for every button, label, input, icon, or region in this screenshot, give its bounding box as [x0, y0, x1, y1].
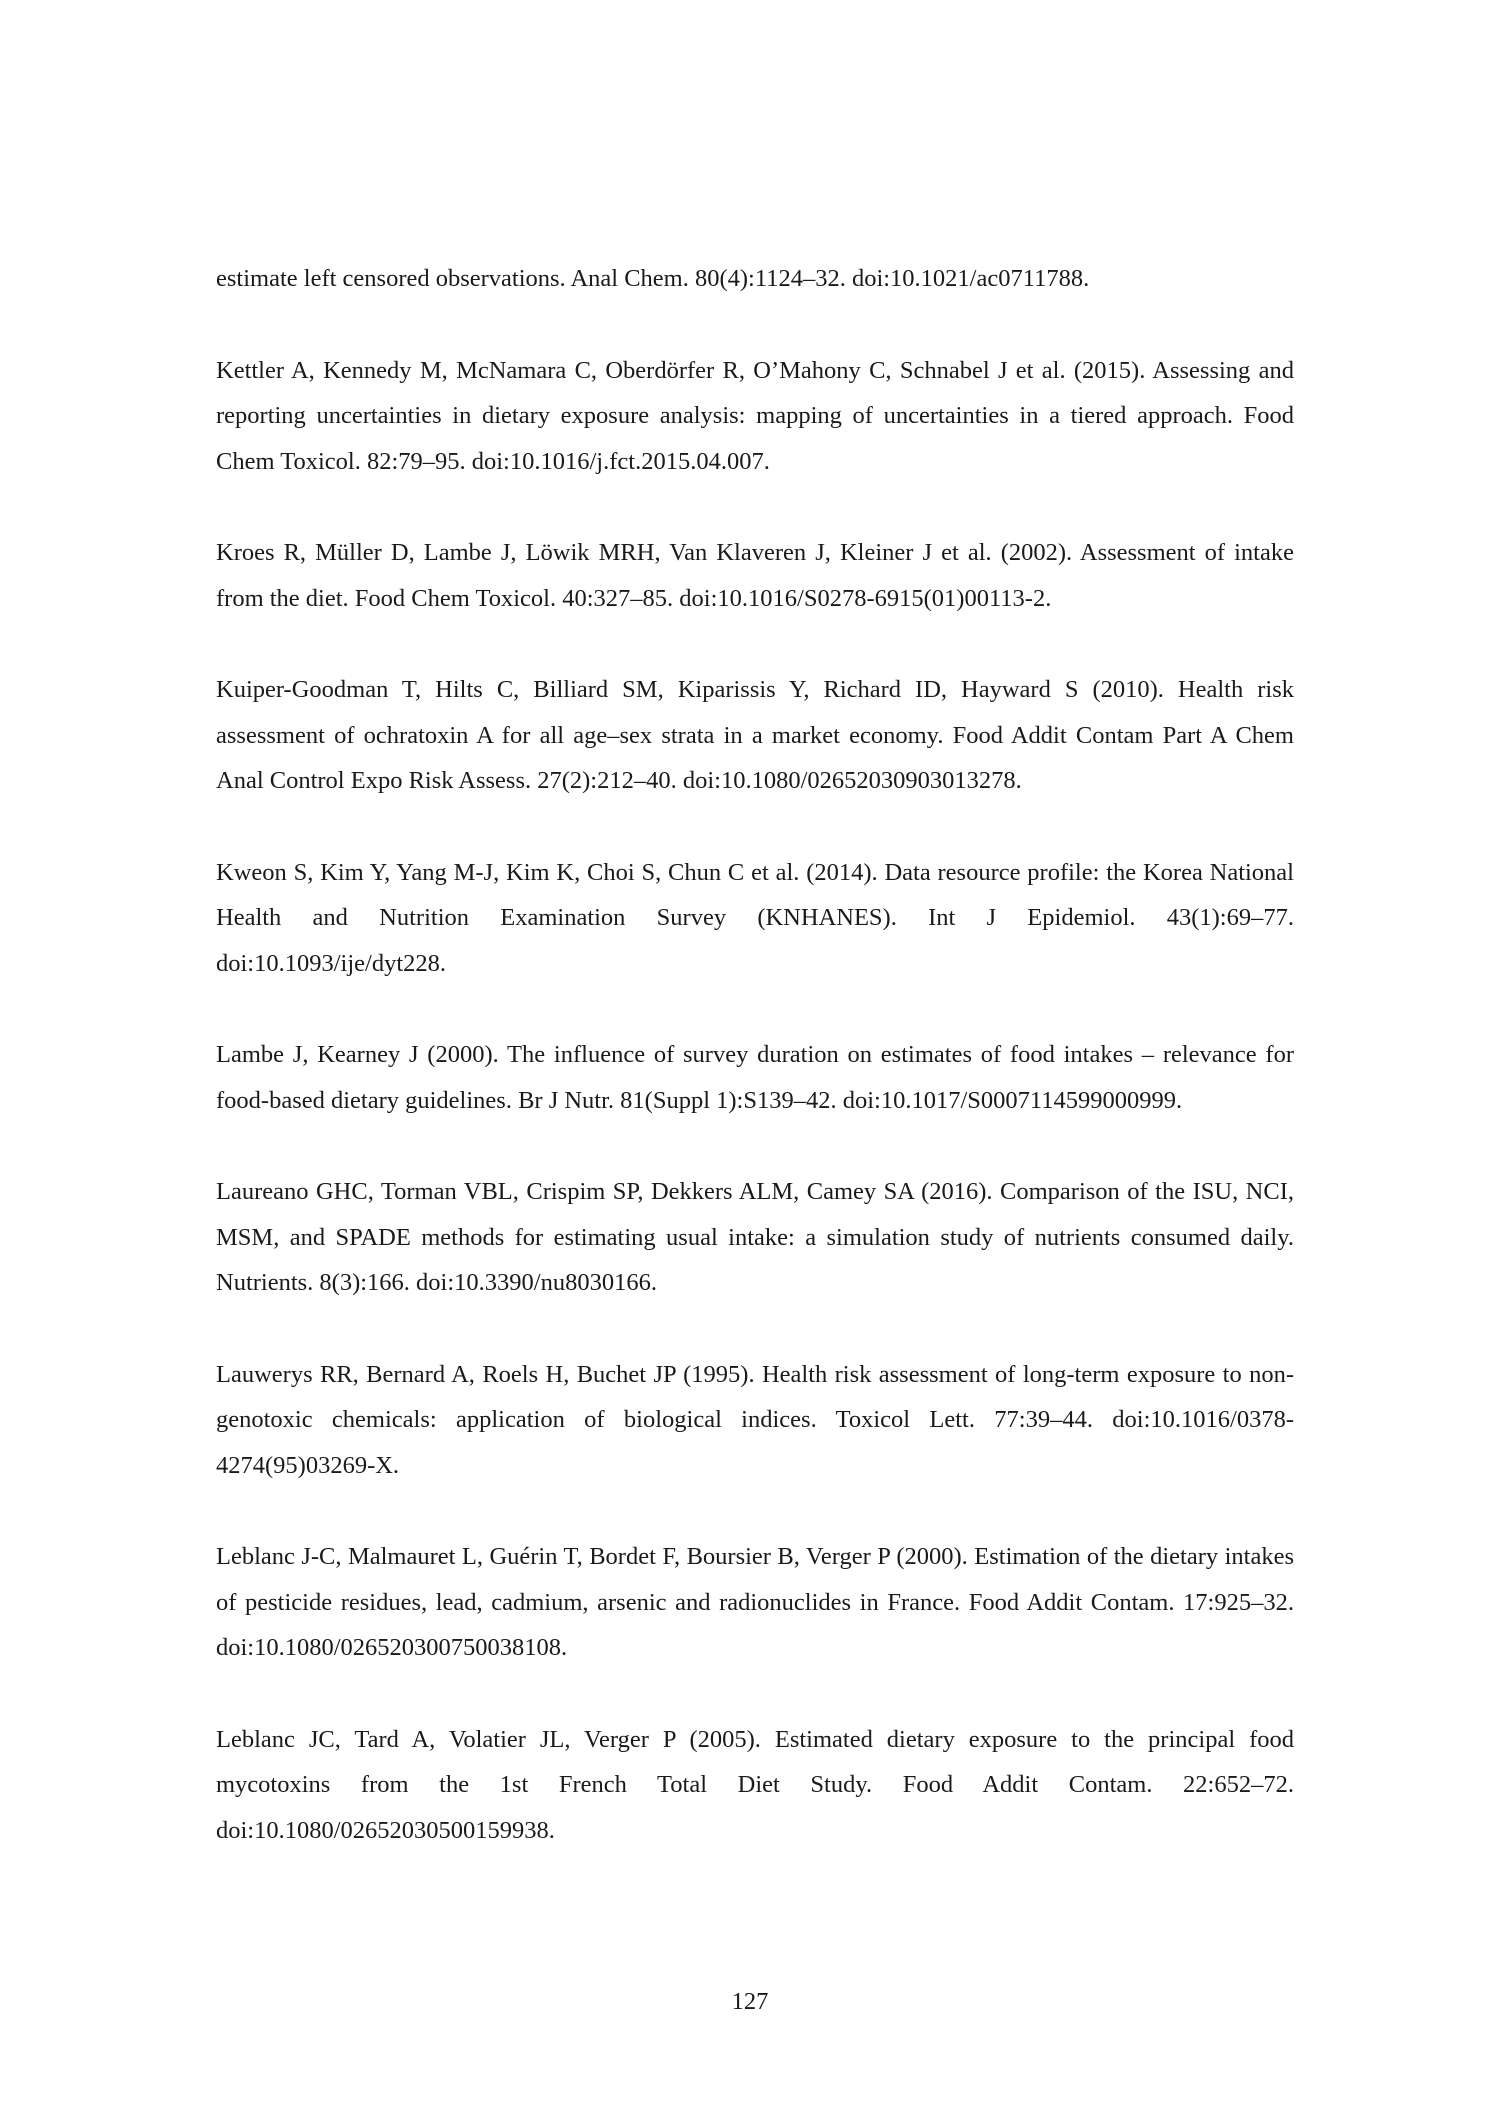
reference-entry: Leblanc J-C, Malmauret L, Guérin T, Bordet F, Boursier B, Verger P (2000). Estimation of the dietary intakes of pesticide residues, lead, cadmium, arsenic and radionuclides in France. Food Addit Contam. 17:925–32. doi:10.1080/026520300750038108.	[216, 1543, 1294, 1661]
reference-entry: Lambe J, Kearney J (2000). The influence of survey duration on estimates of food intakes – relevance for food-based dietary guidelines. Br J Nutr. 81(Suppl 1):S139–42. doi:10.1017/S0007114599000999.	[216, 1041, 1294, 1114]
reference-entry: Leblanc JC, Tard A, Volatier JL, Verger P (2005). Estimated dietary exposure to the principal food mycotoxins from the 1st French Total Diet Study. Food Addit Contam. 22:652–72. doi:10.1080/02652030500159938.	[216, 1725, 1294, 1844]
reference-entry: estimate left censored observations. Anal Chem. 80(4):1124–32. doi:10.1021/ac0711788.	[216, 265, 1090, 292]
reference-entry: Laureano GHC, Torman VBL, Crispim SP, Dekkers ALM, Camey SA (2016). Comparison of the ISU, NCI, MSM, and SPADE methods for estimating usual intake: a simulation study of nutrients consumed daily. Nutrients. 8(3):166. doi:10.3390/nu8030166.	[216, 1178, 1294, 1296]
reference-entry: Kettler A, Kennedy M, McNamara C, Oberdörfer R, O’Mahony C, Schnabel J et al. (2015). Assessing and reporting uncertainties in dietary exposure analysis: mapping of uncertainties in a tiered approach. Food Chem Toxicol. 82:79–95. doi:10.1016/j.fct.2015.04.007.	[216, 356, 1294, 475]
reference-list	[216, 256, 1294, 1899]
reference-entry: Kroes R, Müller D, Lambe J, Löwik MRH, Van Klaveren J, Kleiner J et al. (2002). Assessment of intake from the diet. Food Chem Toxicol. 40:327–85. doi:10.1016/S0278-6915(01)00113-2.	[216, 539, 1294, 612]
reference-entry: Kuiper-Goodman T, Hilts C, Billiard SM, Kiparissis Y, Richard ID, Hayward S (2010). Health risk assessment of ochratoxin A for all age–sex strata in a market economy. Food Addit Contam Part A Chem Anal Control Expo Risk Assess. 27(2):212–40. doi:10.1080/02652030903013278.	[216, 676, 1294, 794]
reference-entry: Lauwerys RR, Bernard A, Roels H, Buchet JP (1995). Health risk assessment of long-term exposure to non-genotoxic chemicals: application of biological indices. Toxicol Lett. 77:39–44. doi:10.1016/0378-4274(95)03269-X.	[216, 1360, 1294, 1479]
page-number: 127	[731, 1988, 769, 2015]
reference-entry: Kweon S, Kim Y, Yang M-J, Kim K, Choi S, Chun C et al. (2014). Data resource profile: the Korea National Health and Nutrition Examination Survey (KNHANES). Int J Epidemiol. 43(1):69–77. doi:10.1093/ije/dyt228.	[216, 858, 1294, 977]
